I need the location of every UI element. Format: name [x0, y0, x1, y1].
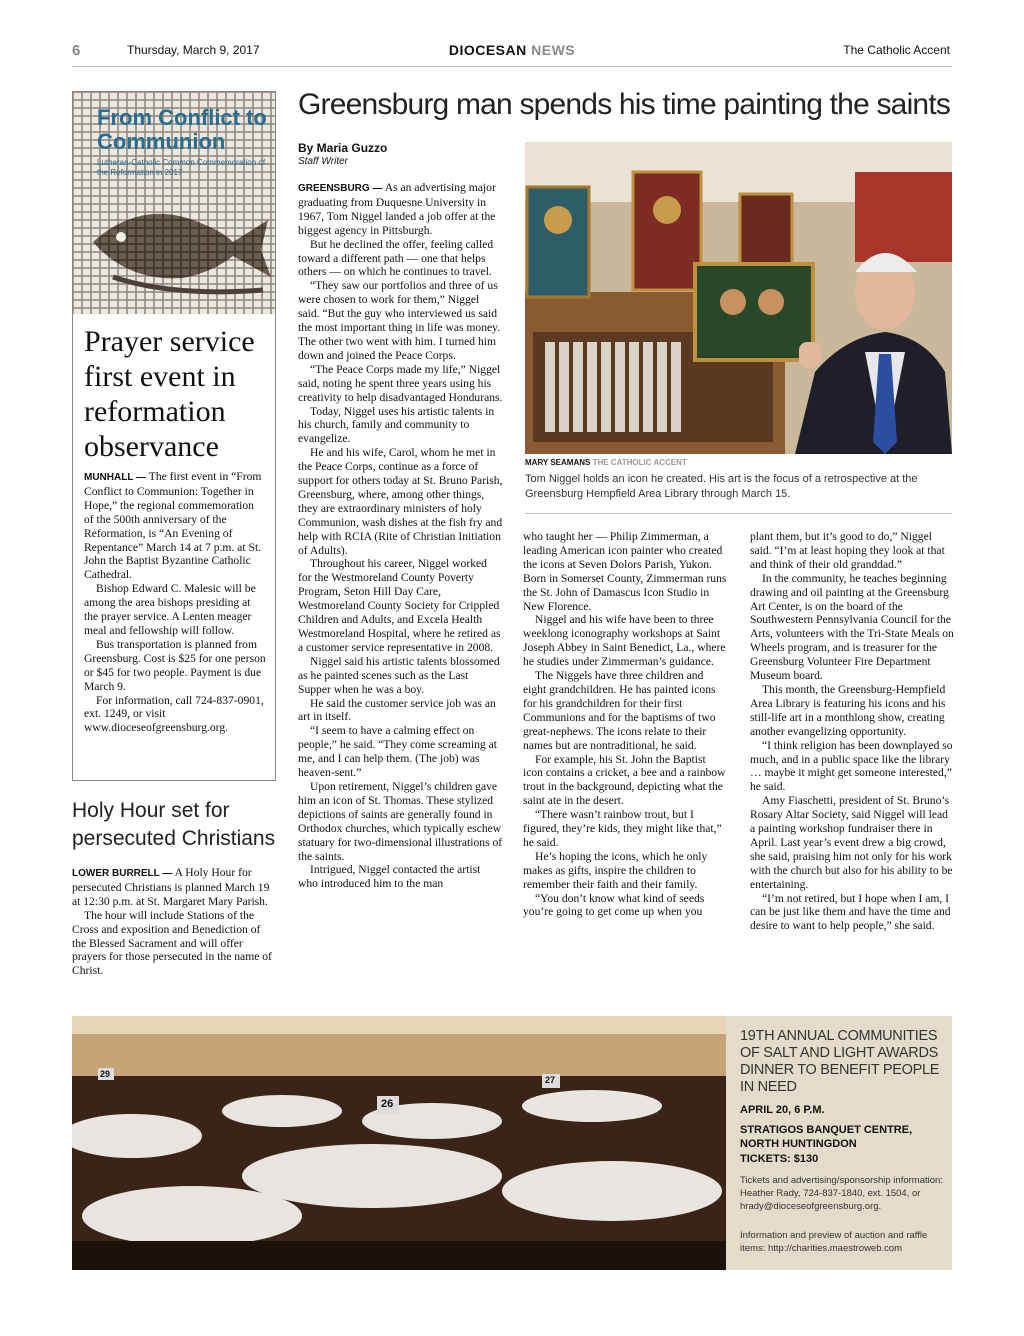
holy-hour-para-1-text: A Holy Hour for persecuted Christians is planned March 19 at 12:30 p.m. at St. Margaret Mary Parish. [72, 866, 270, 908]
sidebar-box [72, 91, 276, 781]
ad-tickets: TICKETS: $130 [740, 1153, 819, 1165]
mosaic-image [73, 92, 275, 314]
article-dateline: GREENSBURG — [298, 183, 383, 194]
article-para: “I think religion has been downplayed so much, and in a public space like the library … maybe it might get someone interested,” he said. [750, 738, 953, 794]
banquet-tables-illustration [72, 1016, 726, 1270]
article-para: “There wasn’t rainbow trout, but I figured, they’re kids, they might like that,” he said. [523, 808, 722, 849]
ad-contact-info: Tickets and advertising/sponsorship information: Heather Rady, 724-837-1840, ext. 1504, or hrady@dioceseofgreensburg.org. [740, 1175, 943, 1212]
ad-info-panel [726, 1016, 952, 1270]
article-para: Today, Niggel uses his artistic talents in his church, family and community to evangelize. [298, 404, 495, 446]
issue-date: Thursday, March 9, 2017 [127, 43, 260, 57]
sidebar-para-4: For information, call 724-837-0901, ext. 1249, or visit www.dioceseofgreensburg.org. [84, 693, 264, 735]
ad-venue: STRATIGOS BANQUET CENTRE, NORTH HUNTINGDON [740, 1124, 913, 1150]
article-para: For example, his St. John the Baptist icon contains a cricket, a bee and a rainbow trout in the background, depicting what the saint ate in the desert. [523, 752, 726, 808]
sidebar-dateline: MUNHALL — [84, 472, 147, 483]
sidebar-para-3: Bus transportation is planned from Greensburg. Cost is $25 for one person or $45 for two people. Payment is due March 9. [84, 637, 266, 693]
article-column-2 [523, 530, 728, 919]
article-para: Amy Fiaschetti, president of St. Bruno’s Rosary Altar Society, said Niggel will lead a painting workshop fundraiser there in April. Last year’s event drew a big crowd, she said, praising him not only for his work with the church but also for his ability to be entertaining. [750, 794, 953, 891]
article-para: “I seem to have a calming effect on people,” he said. “They come screaming at me, and I can help them. (The job) was heaven-sent.” [298, 724, 497, 780]
article-para: This month, the Greensburg-Hempfield Area Library is featuring his icons and his still-life art in a monthlong show, creating another evangelizing opportunity. [750, 682, 946, 738]
article-para: who taught her — Philip Zimmerman, a leading American icon painter who created the icons at Seven Dolors Parish, Yukon. Born in Somerset County, Zimmerman runs the St. John of Damascus Icon Studio in New Florence. [523, 530, 727, 613]
article-para-text: As an advertising major graduating from Duquesne University in 1967, Tom Niggel landed a job offer at the biggest agency in Pittsburgh. [298, 181, 496, 237]
photo-man-holding-icon [525, 142, 952, 454]
photo-caption: Tom Niggel holds an icon he created. His art is the focus of a retrospective at the Greensburg Hempfield Area Library through March 15. [525, 473, 918, 500]
section-title-part2: NEWS [531, 42, 576, 58]
article-para: Niggel said his artistic talents blossomed as he painted scenes such as the Last Supper when he was a boy. [298, 654, 500, 696]
ad-title: 19TH ANNUAL COMMUNITIES OF SALT AND LIGHT AWARDS DINNER TO BENEFIT PEOPLE IN NEED [740, 1028, 940, 1095]
article-column-1 [298, 181, 503, 891]
article-para: In the community, he teaches beginning drawing and oil painting at the Greensburg Art Center, is on the board of the Southwestern Pennsylvania Council for the Arts, volunteers with the Tri-State Meals on Wheels program, and is treasurer for the Greensburg Volunteer Fire Department Museum board. [750, 571, 954, 683]
article-para: Intrigued, Niggel contacted the artist who introduced him to the man [298, 863, 481, 891]
ad-auction-info: Information and preview of auction and raffle items: http://charities.maestroweb.com [740, 1230, 928, 1254]
article-para: “You don’t know what kind of seeds you’re going to get come up when you [523, 891, 705, 919]
table-number: 27 [545, 1075, 556, 1085]
article-column-3 [750, 530, 955, 933]
article-para: But he declined the offer, feeling called toward a different path — one that helps others — on which he continues to travel. [298, 237, 494, 279]
article-para: Niggel and his wife have been to three weeklong iconography workshops at Saint Joseph Abbey in Saint Benedict, La., where he studies under Zimmerman’s guidance. [523, 613, 726, 669]
holy-hour-para-2: The hour will include Stations of the Cross and exposition and Benediction of the Blessed Sacrament and will offer prayers for those persecuted in the name of Christ. [72, 908, 272, 978]
holy-hour-headline: Holy Hour set for persecuted Christians [72, 799, 276, 850]
table-number: 26 [381, 1098, 394, 1110]
article-byline: By Maria Guzzo [298, 141, 388, 155]
section-title-part1: DIOCESAN [448, 42, 527, 58]
page-number: 6 [72, 42, 81, 59]
mosaic-title: From Conflict to Communion [97, 105, 267, 154]
article-para: He and his wife, Carol, whom he met in the Peace Corps, continue as a force of support for others today at St. Bruno Parish, Greensburg, where, among other things, they are extraordinary ministers of holy Communion, wash dishes at the fish fry and help with RCIA (Rite of Christian Initiation of Adults). [298, 446, 503, 557]
mosaic-subtitle: Lutheran-Catholic Common Commemoration of the Reformation in 2017 [97, 158, 266, 177]
caption-rule [525, 513, 952, 514]
article-para: He’s hoping the icons, which he only makes as gifts, inspire the children to remember their faith and their family. [523, 849, 708, 891]
table-number: 29 [100, 1069, 111, 1079]
banquet-hall-photo [72, 1016, 726, 1270]
sidebar-headline: Prayer service first event in reformation observance [84, 325, 255, 463]
photo-credit-name: MARY SEAMANS [525, 458, 591, 467]
article-para: “I’m not retired, but I hope when I am, I can be just like them and have the time and desire to want to help people,” she said. [750, 891, 951, 933]
sidebar-para-1-text: The first event in “From Conflict to Communion: Together in Hope,” the regional commemoration of the 500th anniversary of the Reformation, is “An Evening of Repentance” March 14 at 7 p.m. at St. John the Baptist Byzantine Catholic Cathedral. [84, 470, 262, 582]
holy-hour-dateline: LOWER BURRELL — [72, 868, 173, 879]
article-para: He said the customer service job was an art in itself. [298, 696, 496, 724]
dinner-ad [72, 1016, 952, 1270]
article-para: The Niggels have three children and eight grandchildren. He has painted icons for his grandchildren for their first Communions and for the baptisms of two great-nephews. The icons relate to their names but are nontraditional, he said. [523, 669, 716, 752]
sidebar-para-1 [84, 470, 266, 582]
article-para: Upon retirement, Niggel’s children gave him an icon of St. Thomas. These stylized depictions of saints are generally found in Orthodox churches, which typically eschew statuary for two-dimensional illustrations of the saints. [298, 779, 503, 863]
sidebar-para-2: Bishop Edward C. Malesic will be among the area bishops presiding at the prayer service. A Lenten meager meal and fellowship will follow. [84, 582, 256, 637]
article-para: Throughout his career, Niggel worked for the Westmoreland County Poverty Program, Seton Hill Day Care, Westmoreland County Society for Crippled Children and Adults, and Excela Health Westmoreland Hospital, where he retired as a customer service representative in 2008. [298, 557, 501, 654]
publication-name: The Catholic Accent [843, 43, 950, 57]
article-para [298, 181, 503, 238]
header-rule [72, 66, 952, 67]
article-byline-role: Staff Writer [298, 156, 349, 167]
article-para: plant them, but it’s good to do,” Niggel said. “I’m at least hoping they look at that and think of their old granddad.” [750, 530, 945, 571]
photo-credit-org: THE CATHOLIC ACCENT [592, 458, 687, 467]
ad-date: APRIL 20, 6 P.M. [740, 1104, 825, 1116]
photo-credit [525, 458, 687, 467]
article-headline: Greensburg man spends his time painting the saints [298, 88, 951, 121]
article-para: “They saw our portfolios and three of us were chosen to work for them,” Niggel said. “But the guy who interviewed us said the most important thing in life was money. The other two went with him. I turned him down and joined the Peace Corps. [298, 279, 501, 362]
sidebar-body [84, 470, 266, 735]
article-photo [525, 142, 952, 454]
holy-hour-body [72, 866, 277, 978]
holy-hour-para-1 [72, 866, 277, 909]
article-para: “The Peace Corps made my life,” Niggel said, noting he spent three years using his creativity to help disadvantaged Hondurans. [298, 362, 503, 404]
